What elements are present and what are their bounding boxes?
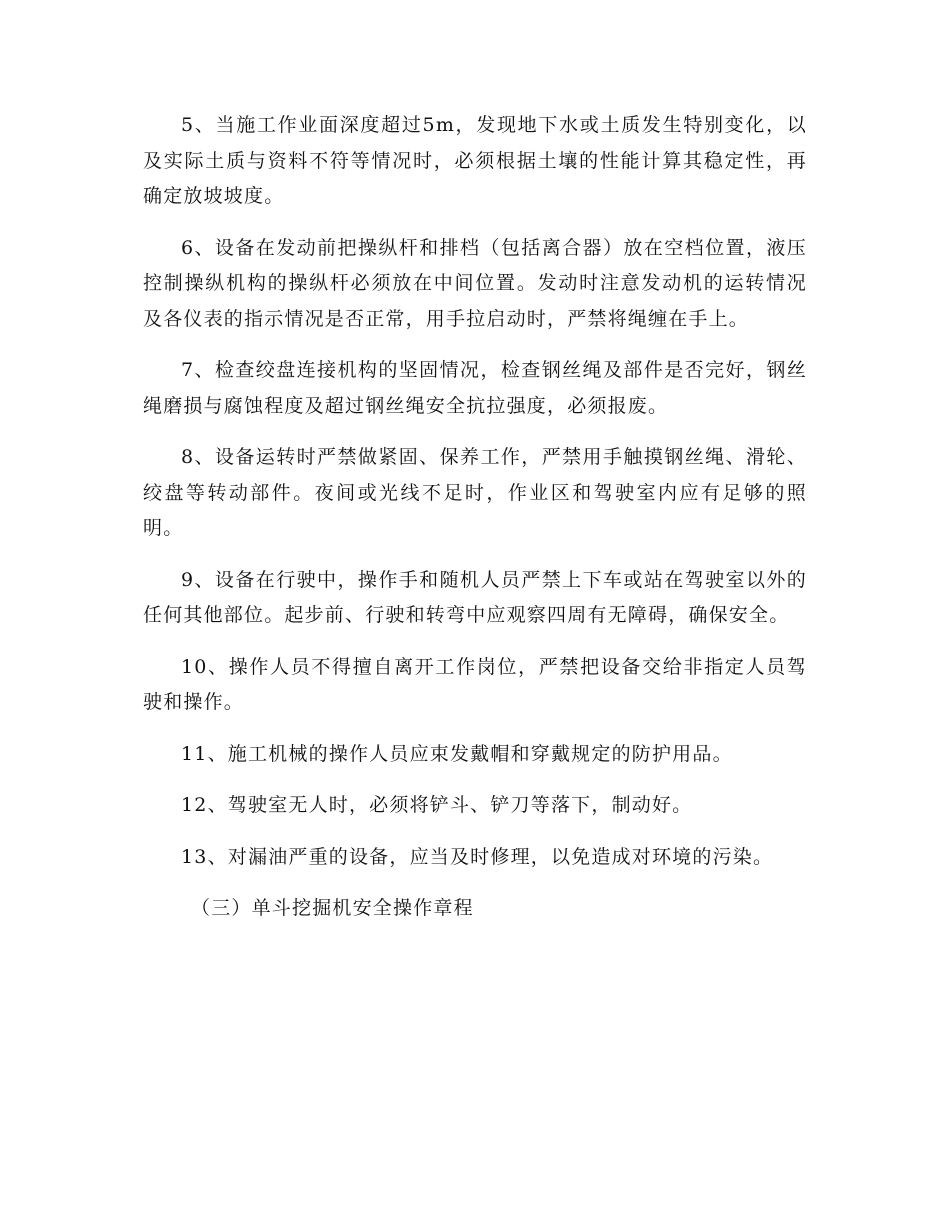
section-heading: （三）单斗挖掘机安全操作章程 bbox=[191, 897, 474, 919]
paragraph-item-12: 12、驾驶室无人时，必须将铲斗、铲刀等落下，制动好。 bbox=[181, 794, 693, 816]
paragraph-item-10: 10、操作人员不得擅自离开工作岗位，严禁把设备交给非指定人员驾驶和操作。 bbox=[143, 655, 807, 713]
document-body bbox=[143, 108, 807, 927]
paragraph-item-6: 6、设备在发动前把操纵杆和排档（包括离合器）放在空档位置，液压控制操纵机构的操纵杆必须放在中间位置。发动时注意发动机的运转情况及各仪表的指示情况是否正常，用手拉启动时，严禁将绳缠在手上。 bbox=[143, 236, 807, 330]
paragraph-item-7: 7、检查绞盘连接机构的坚固情况，检查钢丝绳及部件是否完好，钢丝绳磨损与腐蚀程度及超过钢丝绳安全抗拉强度，必须报废。 bbox=[143, 359, 807, 417]
paragraph-item-8: 8、设备运转时严禁做紧固、保养工作，严禁用手触摸钢丝绳、滑轮、绞盘等转动部件。夜间或光线不足时，作业区和驾驶室内应有足够的照明。 bbox=[143, 446, 807, 539]
paragraph-item-9: 9、设备在行驶中，操作手和随机人员严禁上下车或站在驾驶室以外的任何其他部位。起步前、行驶和转弯中应观察四周有无障碍，确保安全。 bbox=[143, 568, 807, 626]
paragraph-item-13: 13、对漏油严重的设备，应当及时修理，以免造成对环境的污染。 bbox=[181, 845, 774, 868]
paragraph-item-5: 5、当施工作业面深度超过5m，发现地下水或土质发生特别变化，以及实际土质与资料不符等情况时，必须根据土壤的性能计算其稳定性，再确定放坡坡度。 bbox=[143, 114, 807, 207]
paragraph-item-11: 11、施工机械的操作人员应束发戴帽和穿戴规定的防护用品。 bbox=[181, 742, 733, 765]
